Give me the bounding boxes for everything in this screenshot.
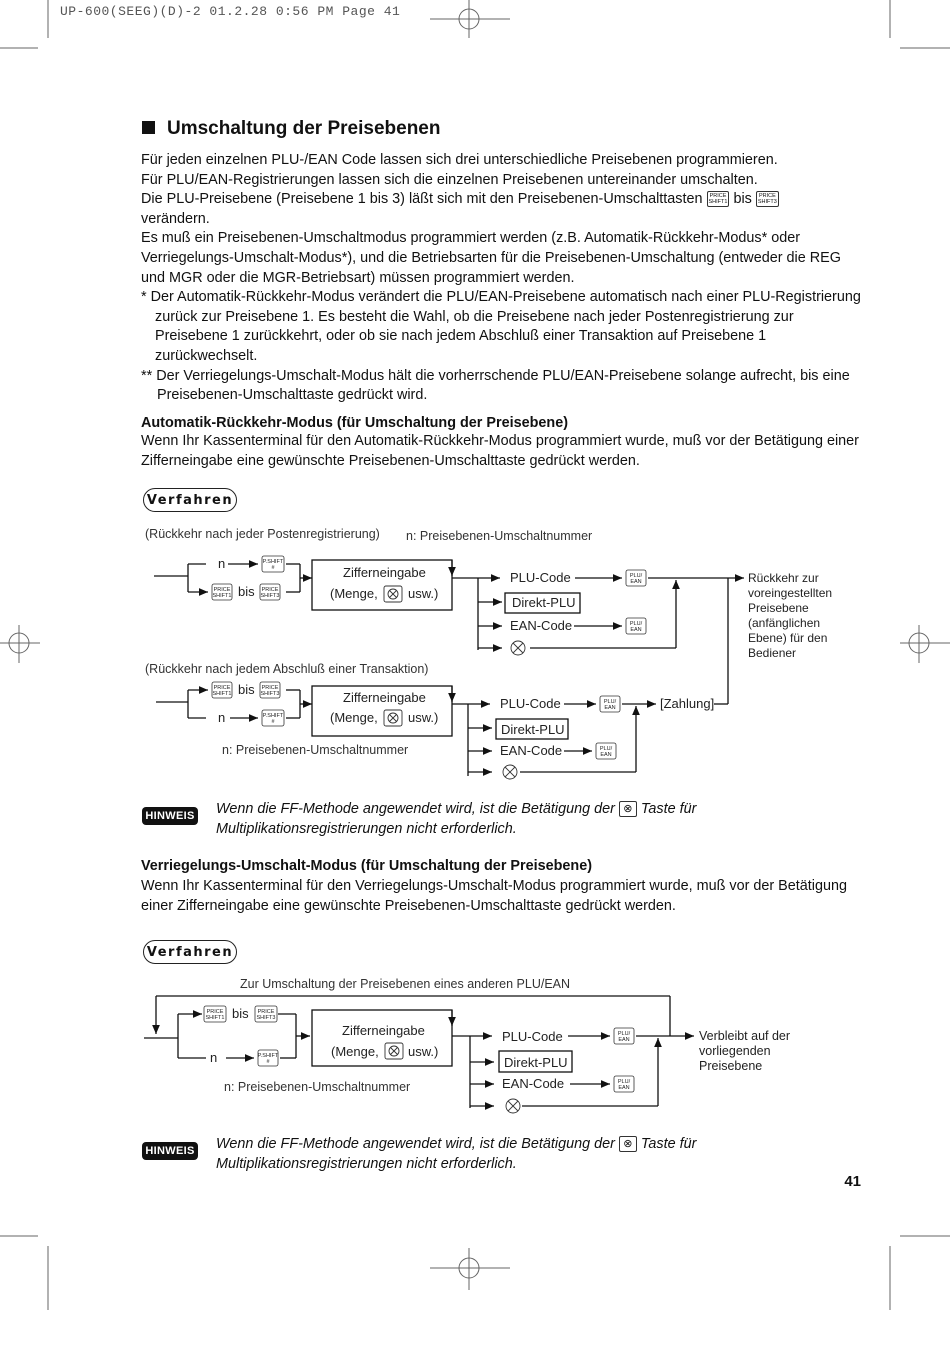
svg-text:PLU/: PLU/ [599,746,613,752]
svg-text:PRICE: PRICE [261,685,279,691]
caption-n3: n: Preisebenen-Umschaltnummer [224,1080,411,1094]
bis-label: bis [238,584,255,599]
page-number: 41 [844,1173,861,1190]
usw-label-2: usw.) [408,710,439,725]
svg-text:#: # [271,565,275,571]
caption-n: n: Preisebenen-Umschaltnummer [406,529,593,543]
svg-text:PLU/: PLU/ [629,573,643,579]
svg-text:PLU/: PLU/ [629,621,643,627]
note-2b: Taste für Multiplikationsregistrierungen nicht erforderlich. [216,1136,697,1172]
result-line5: Ebene) für den [748,631,828,645]
result2-line3: Preisebene [699,1059,763,1073]
svg-text:SHIFT1: SHIFT1 [205,1015,225,1021]
verfahren-badge-1: Verfahren [143,488,237,512]
direkt-plu-label-3: Direkt-PLU [504,1055,568,1070]
svg-text:PLU/: PLU/ [617,1079,631,1085]
n-label-3: n [210,1050,218,1065]
hinweis-badge-2: HINWEIS [142,1142,198,1160]
intro-p3 [141,190,861,229]
ean-code-label: EAN-Code [510,618,573,633]
result-line3: Preisebene [748,601,809,615]
svg-text:EAN: EAN [630,579,642,585]
caption-2: Zur Umschaltung der Preisebenen eines anderen PLU/EAN [240,977,571,991]
zifferneingabe-label-3: Zifferneingabe [342,1023,425,1038]
svg-text:PLU/: PLU/ [603,699,617,705]
section2-text: Wenn Ihr Kassenterminal für den Verriegelungs-Umschalt-Modus programmiert wurde, muß vor der Betätigung einer Zifferneingabe eine gewünschte Preisebenen-Umschalttaste gedrückt werden. [141,878,847,914]
intro-p3c: verändern. [141,210,210,227]
footnote-2: ** Der Verriegelungs-Umschalt-Modus hält die vorherrschende PLU/EAN-Preisebene solange aufrecht, bis eine Preisebenen-Umschalttaste gedrückt wird. [141,367,850,404]
note-2a: Wenn die FF-Methode angewendet wird, ist die Betätigung der [216,1136,615,1152]
svg-text:#: # [271,719,275,725]
note-1 [216,800,776,839]
result-line6: Bediener [748,646,797,660]
svg-text:PRICE: PRICE [213,587,231,593]
print-header: UP-600(SEEG)(D)-2 01.2.28 0:56 PM Page 41 [60,4,401,19]
result2-line1: Verbleibt auf der [699,1029,791,1043]
svg-text:SHIFT3: SHIFT3 [260,691,280,697]
intro-p3a: Die PLU-Preisebene (Preisebene 1 bis 3) läßt sich mit den Preisebenen-Umschalttasten [141,191,703,208]
svg-text:EAN: EAN [630,627,642,633]
caption-b: (Rückkehr nach jedem Abschluß einer Transaktion) [145,662,429,676]
multiply-key-icon-2: ⊗ [619,1136,637,1152]
section2-heading: Verriegelungs-Umschalt-Modus (für Umschaltung der Preisebene) [141,858,592,874]
result-line1: Rückkehr zur [748,571,819,585]
caption-n2: n: Preisebenen-Umschaltnummer [222,743,409,757]
hinweis-badge-1: HINWEIS [142,807,198,825]
page-title [142,118,440,140]
usw-label-3: usw.) [408,1044,439,1059]
price-shift1-key-icon: PRICE SHIFT1 [708,193,728,206]
section1-heading: Automatik-Rückkehr-Modus (für Umschaltung der Preisebene) [141,415,568,431]
direkt-plu-label: Direkt-PLU [512,595,576,610]
flow-diagram-2 [0,970,950,1120]
menge-label-3: (Menge, [331,1044,379,1059]
svg-text:EAN: EAN [604,705,616,711]
svg-text:SHIFT3: SHIFT3 [256,1015,276,1021]
multiply-key-icon: ⊗ [619,801,637,817]
verfahren-badge-2: Verfahren [143,940,237,964]
svg-text:SHIFT3: SHIFT3 [260,593,280,599]
zifferneingabe-label-2: Zifferneingabe [343,690,426,705]
bis-label-3: bis [232,1006,249,1021]
svg-text:PRICE: PRICE [261,587,279,593]
note-1a: Wenn die FF-Methode angewendet wird, ist die Betätigung der [216,801,615,817]
svg-text:PRICE: PRICE [257,1009,275,1015]
ean-code-label-3: EAN-Code [502,1076,565,1091]
bis-label-2: bis [238,682,255,697]
svg-text:EAN: EAN [618,1037,630,1043]
result-line2: voreingestellten [748,586,833,600]
svg-text:SHIFT1: SHIFT1 [212,691,232,697]
svg-text:P.SHIFT: P.SHIFT [262,559,284,565]
svg-text:PLU/: PLU/ [617,1031,631,1037]
n-label: n [218,556,226,571]
usw-label: usw.) [408,586,439,601]
intro-p2: Für PLU/EAN-Registrierungen lassen sich die einzelnen Preisebenen untereinander umschalten. [141,171,758,188]
intro-p3b: bis [733,191,752,208]
svg-text:EAN: EAN [618,1085,630,1091]
ean-code-label-2: EAN-Code [500,743,563,758]
plu-code-label: PLU-Code [510,570,571,585]
svg-text:PRICE: PRICE [213,685,231,691]
intro-text [141,151,861,406]
svg-text:PRICE: PRICE [206,1009,224,1015]
flow-diagram-1 [0,520,950,790]
zahlung-label: [Zahlung] [660,696,715,711]
zifferneingabe-label: Zifferneingabe [343,565,426,580]
note-1b: Taste für Multiplikationsregistrierungen nicht erforderlich. [216,801,697,837]
svg-text:SHIFT1: SHIFT1 [212,593,232,599]
price-shift3-key-icon: PRICE SHIFT3 [757,193,777,206]
intro-p1: Für jeden einzelnen PLU-/EAN Code lassen sich drei unterschiedliche Preisebenen programmieren. [141,152,778,168]
menge-label: (Menge, [330,586,378,601]
title-text: Umschaltung der Preisebenen [167,118,441,139]
note-2 [216,1135,776,1174]
svg-text:P.SHIFT: P.SHIFT [262,713,284,719]
plu-code-label-3: PLU-Code [502,1029,563,1044]
result2-line2: vorliegenden [699,1044,771,1058]
menge-label-2: (Menge, [330,710,378,725]
caption-a: (Rückkehr nach jeder Postenregistrierung) [145,527,380,541]
direkt-plu-label-2: Direkt-PLU [501,722,565,737]
square-bullet-icon [142,121,155,134]
svg-text:#: # [266,1059,270,1065]
svg-text:P.SHIFT: P.SHIFT [257,1053,279,1059]
plu-code-label-2: PLU-Code [500,696,561,711]
intro-p4: Es muß ein Preisebenen-Umschaltmodus programmiert werden (z.B. Automatik-Rückkehr-Modus* oder Verriegelungs-Umschalt-Modus*), und die Betriebsarten für die Preisebenen-Umschaltung (entweder die REG und MGR oder die MGR-Betriebsart) müssen programmiert werden. [141,230,841,286]
n-label-2: n [218,710,226,725]
svg-text:EAN: EAN [600,752,612,758]
section1-text: Wenn Ihr Kassenterminal für den Automatik-Rückkehr-Modus programmiert wurde, muß vor der Betätigung einer Zifferneingabe eine gewünschte Preisebenen-Umschalttaste gedrückt werden. [141,433,859,469]
result-line4: (anfänglichen [748,616,821,630]
footnote-1: * Der Automatik-Rückkehr-Modus verändert die PLU/EAN-Preisebene automatisch nach einer PLU-Registrierung zurück zur Preisebene 1. Es besteht die Wahl, ob die Preisebene nach jeder Postenregistrierung zur Preisebene 1 zurückkehrt, oder ob sie nach jedem Abschluß einer Transaktion auf Preisebene 1 zurückwechselt. [141,289,861,364]
